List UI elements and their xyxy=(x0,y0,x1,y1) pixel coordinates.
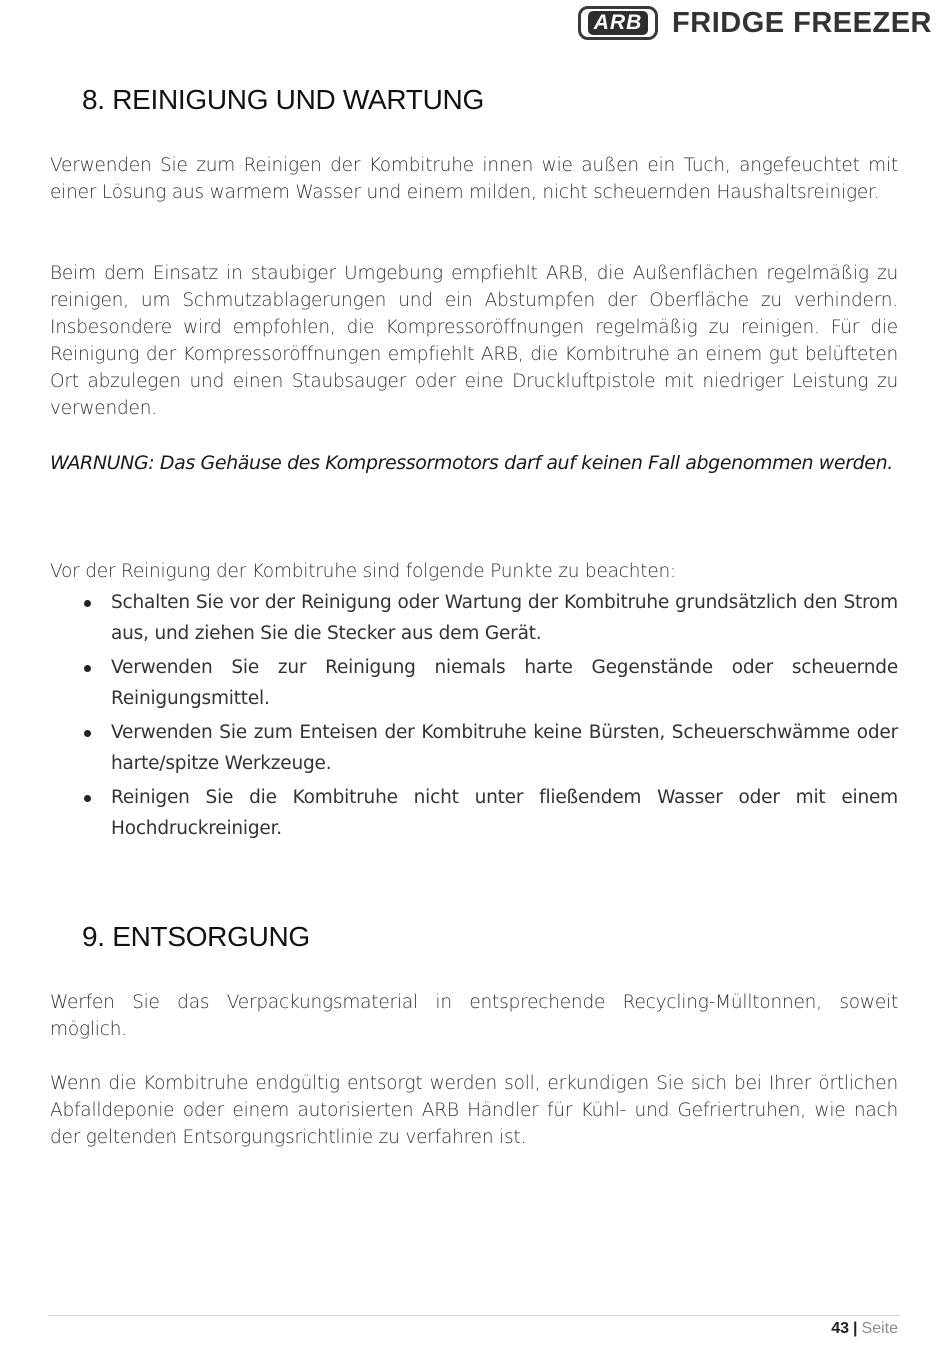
bullet-icon xyxy=(84,795,91,802)
list-item xyxy=(50,652,898,714)
section-8-paragraph-1: Verwenden Sie zum Reinigen der Kombitruhe innen wie außen ein Tuch, angefeuchtet mit einer Lösung aus warmem Wasser und einem milden, nicht scheuernden Haushaltsreiniger. xyxy=(50,155,898,203)
section-9-paragraph-1: Werfen Sie das Verpackungsmaterial in entsprechende Recycling-Mülltonnen, soweit möglich. xyxy=(50,992,898,1040)
bullet-icon xyxy=(84,600,91,607)
bullet-icon xyxy=(84,730,91,737)
arb-logo xyxy=(578,6,658,40)
list-item-text: Verwenden Sie zur Reinigung niemals harte Gegenstände oder scheuernde Reinigungsmittel. xyxy=(111,657,898,709)
list-item-text: Schalten Sie vor der Reinigung oder Wartung der Kombitruhe grundsätzlich den Strom aus, und ziehen Sie die Stecker aus dem Gerät. xyxy=(111,592,898,644)
list-item xyxy=(50,717,898,779)
section-8-heading: 8. REINIGUNG UND WARTUNG xyxy=(82,84,484,115)
footer-separator: | xyxy=(853,1320,858,1337)
bullet-icon xyxy=(84,665,91,672)
list-item-text: Verwenden Sie zum Enteisen der Kombitruhe keine Bürsten, Scheuerschwämme oder harte/spitze Werkzeuge. xyxy=(111,722,898,774)
page-header xyxy=(578,6,932,40)
list-item-text: Reinigen Sie die Kombitruhe nicht unter fließendem Wasser oder mit einem Hochdruckreiniger. xyxy=(111,787,898,839)
section-9-paragraph-2: Wenn die Kombitruhe endgültig entsorgt werden soll, erkundigen Sie sich bei Ihrer örtlichen Abfalldeponie oder einem autorisierten ARB Händler für Kühl- und Gefriertruhen, wie nach der geltenden Entsorgungsrichtlinie zu verfahren ist. xyxy=(50,1073,898,1148)
page-footer xyxy=(831,1320,898,1338)
header-title: FRIDGE FREEZER xyxy=(672,6,932,39)
warning-text: WARNUNG: Das Gehäuse des Kompressormotors darf auf keinen Fall abgenommen werden. xyxy=(50,452,893,474)
page-number: 43 xyxy=(831,1320,850,1337)
list-item xyxy=(50,782,898,844)
arb-logo-text: ARB xyxy=(588,11,649,35)
section-9-heading: 9. ENTSORGUNG xyxy=(82,921,310,952)
list-intro: Vor der Reinigung der Kombitruhe sind folgende Punkte zu beachten: xyxy=(50,561,677,582)
section-8-paragraph-2: Beim dem Einsatz in staubiger Umgebung empfiehlt ARB, die Außenflächen regelmäßig zu reinigen, um Schmutzablagerungen und ein Abstumpfen der Oberfläche zu verhindern. Insbesondere wird empfohlen, die Kompressoröffnungen regelmäßig zu reinigen. Für die Reinigung der Kompressoröffnungen empfiehlt ARB, die Kombitruhe an einem gut belüfteten Ort abzulegen und einen Staubsauger oder eine Druckluftpistole mit niedriger Leistung zu verwenden. xyxy=(50,263,898,419)
page-word: Seite xyxy=(861,1320,898,1337)
list-item xyxy=(50,587,898,649)
footer-divider xyxy=(48,1315,900,1316)
cleaning-bullet-list xyxy=(50,587,898,847)
